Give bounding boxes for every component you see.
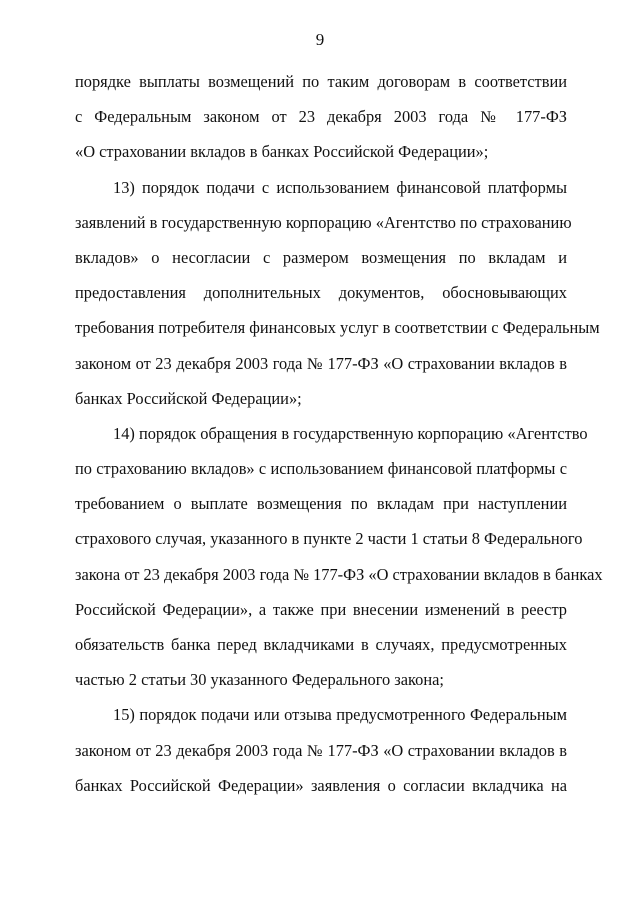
text-line: банках Российской Федерации» заявления о согласии вкладчика на — [75, 775, 567, 795]
text-line: страхового случая, указанного в пункте 2 части 1 статьи 8 Федерального — [75, 529, 583, 549]
text-line: вкладов» о несогласии с размером возмещения по вкладам и — [75, 247, 567, 267]
paragraph-item-13 — [75, 170, 600, 416]
text-line: законом от 23 декабря 2003 года № 177-ФЗ «О страховании вкладов в — [75, 353, 567, 373]
text-line: «О страховании вкладов в банках Российской Федерации»; — [75, 142, 489, 162]
document-body — [75, 64, 603, 803]
paragraph-item-15 — [75, 697, 567, 803]
text-line: с Федеральным законом от 23 декабря 2003 года № 177-ФЗ — [75, 107, 567, 127]
page-number: 9 — [315, 30, 325, 49]
text-line: Российской Федерации», а также при внесении изменений в реестр — [75, 599, 567, 619]
text-line: частью 2 статьи 30 указанного Федерального закона; — [75, 670, 444, 690]
text-line: предоставления дополнительных документов, обосновывающих — [75, 283, 567, 303]
paragraph-item-14 — [75, 416, 603, 698]
text-line: требования потребителя финансовых услуг в соответствии с Федеральным — [75, 318, 600, 338]
text-line: заявлений в государственную корпорацию «Агентство по страхованию — [75, 212, 572, 232]
text-line: обязательств банка перед вкладчиками в случаях, предусмотренных — [75, 635, 567, 654]
text-line: требованием о выплате возмещения по вкладам при наступлении — [75, 494, 567, 514]
text-line: по страхованию вкладов» с использованием финансовой платформы с — [75, 459, 567, 479]
text-line: законом от 23 декабря 2003 года № 177-ФЗ «О страховании вкладов в — [75, 740, 567, 760]
text-line: банках Российской Федерации»; — [75, 388, 302, 408]
text-line: закона от 23 декабря 2003 года № 177-ФЗ «О страховании вкладов в банках — [75, 564, 603, 584]
paragraph-continuation — [75, 64, 567, 170]
text-line: 13) порядок подачи с использованием финансовой платформы — [113, 177, 567, 197]
text-line: 15) порядок подачи или отзыва предусмотренного Федеральным — [113, 705, 567, 725]
text-line: 14) порядок обращения в государственную корпорацию «Агентство — [113, 423, 588, 443]
text-line: порядке выплаты возмещений по таким договорам в соответствии — [75, 72, 567, 91]
